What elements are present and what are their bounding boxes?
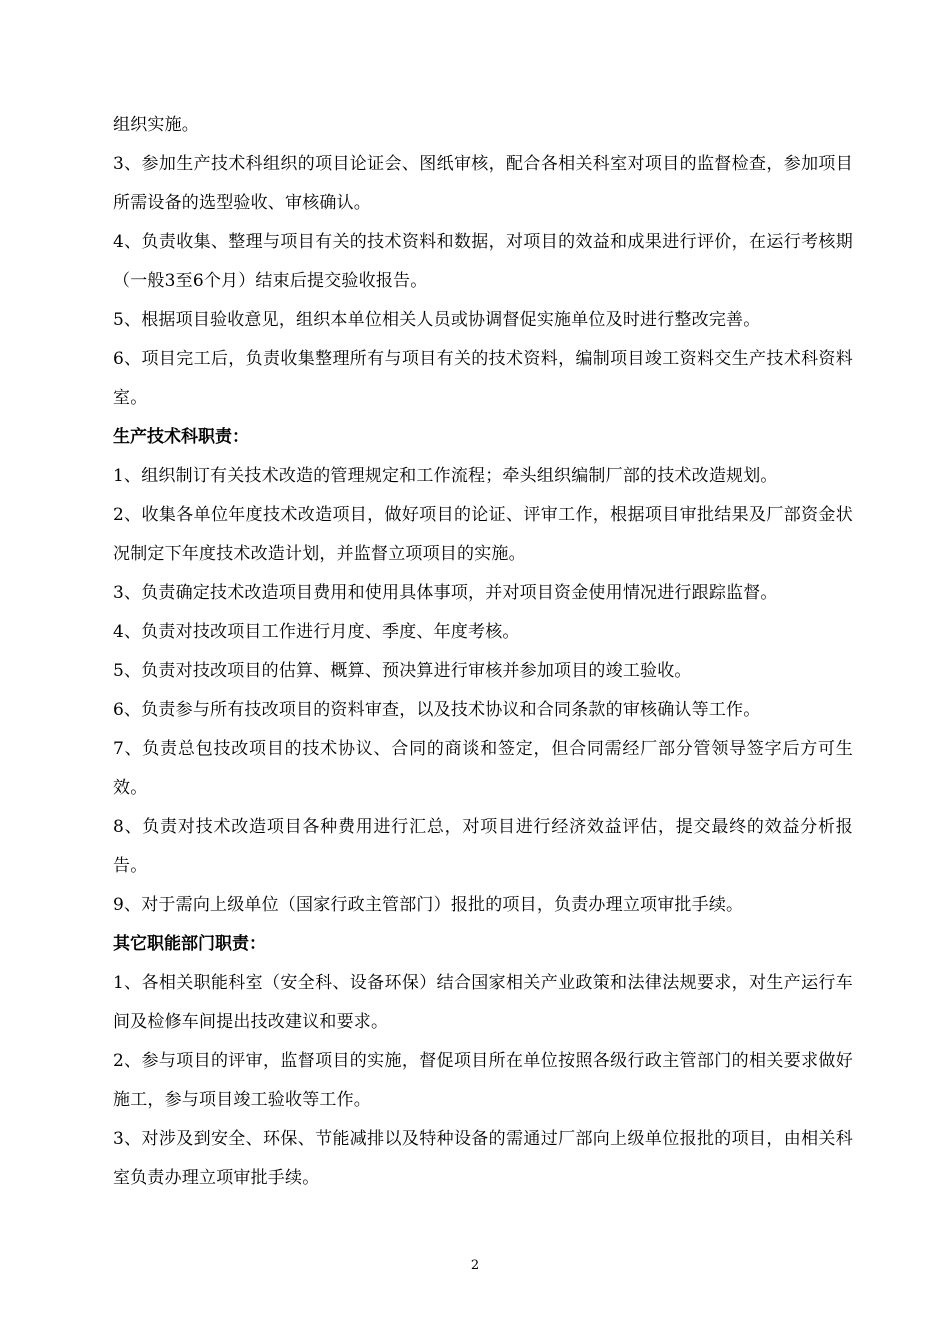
paragraph: 3、对涉及到安全、环保、节能减排以及特种设备的需通过厂部向上级单位报批的项目，由相关科室负责办理立项审批手续。 [113, 1129, 853, 1188]
paragraph: 5、根据项目验收意见，组织本单位相关人员或协调督促实施单位及时进行整改完善。 [113, 310, 761, 330]
paragraph: 4、负责对技改项目工作进行月度、季度、年度考核。 [113, 622, 520, 642]
paragraph: 7、负责总包技改项目的技术协议、合同的商谈和签定，但合同需经厂部分管领导签字后方可生效。 [113, 739, 853, 798]
paragraph: 3、参加生产技术科组织的项目论证会、图纸审核，配合各相关科室对项目的监督检查，参加项目所需设备的选型验收、审核确认。 [113, 154, 853, 213]
paragraph: 6、项目完工后，负责收集整理所有与项目有关的技术资料，编制项目竣工资料交生产技术科资料室。 [113, 349, 853, 408]
paragraph: 1、组织制订有关技术改造的管理规定和工作流程；牵头组织编制厂部的技术改造规划。 [113, 466, 778, 486]
document-body [113, 106, 853, 1198]
paragraph: 3、负责确定技术改造项目费用和使用具体事项，并对项目资金使用情况进行跟踪监督。 [113, 583, 778, 603]
section-heading: 其它职能部门职责： [113, 934, 266, 954]
section-heading: 生产技术科职责： [113, 427, 249, 447]
paragraph: 5、负责对技改项目的估算、概算、预决算进行审核并参加项目的竣工验收。 [113, 661, 692, 681]
page-number: 2 [470, 1258, 480, 1273]
paragraph: 4、负责收集、整理与项目有关的技术资料和数据，对项目的效益和成果进行评价，在运行考核期（一般3至6个月）结束后提交验收报告。 [113, 232, 853, 291]
paragraph: 组织实施。 [113, 115, 199, 135]
paragraph: 9、对于需向上级单位（国家行政主管部门）报批的项目，负责办理立项审批手续。 [113, 895, 744, 915]
paragraph: 1、各相关职能科室（安全科、设备环保）结合国家相关产业政策和法律法规要求，对生产运行车间及检修车间提出技改建议和要求。 [113, 973, 853, 1032]
paragraph: 6、负责参与所有技改项目的资料审查，以及技术协议和合同条款的审核确认等工作。 [113, 700, 761, 720]
paragraph: 2、收集各单位年度技术改造项目，做好项目的论证、评审工作，根据项目审批结果及厂部资金状况制定下年度技术改造计划，并监督立项项目的实施。 [113, 505, 853, 564]
paragraph: 2、参与项目的评审，监督项目的实施，督促项目所在单位按照各级行政主管部门的相关要求做好施工，参与项目竣工验收等工作。 [113, 1051, 853, 1110]
paragraph: 8、负责对技术改造项目各种费用进行汇总，对项目进行经济效益评估，提交最终的效益分析报告。 [113, 817, 853, 876]
